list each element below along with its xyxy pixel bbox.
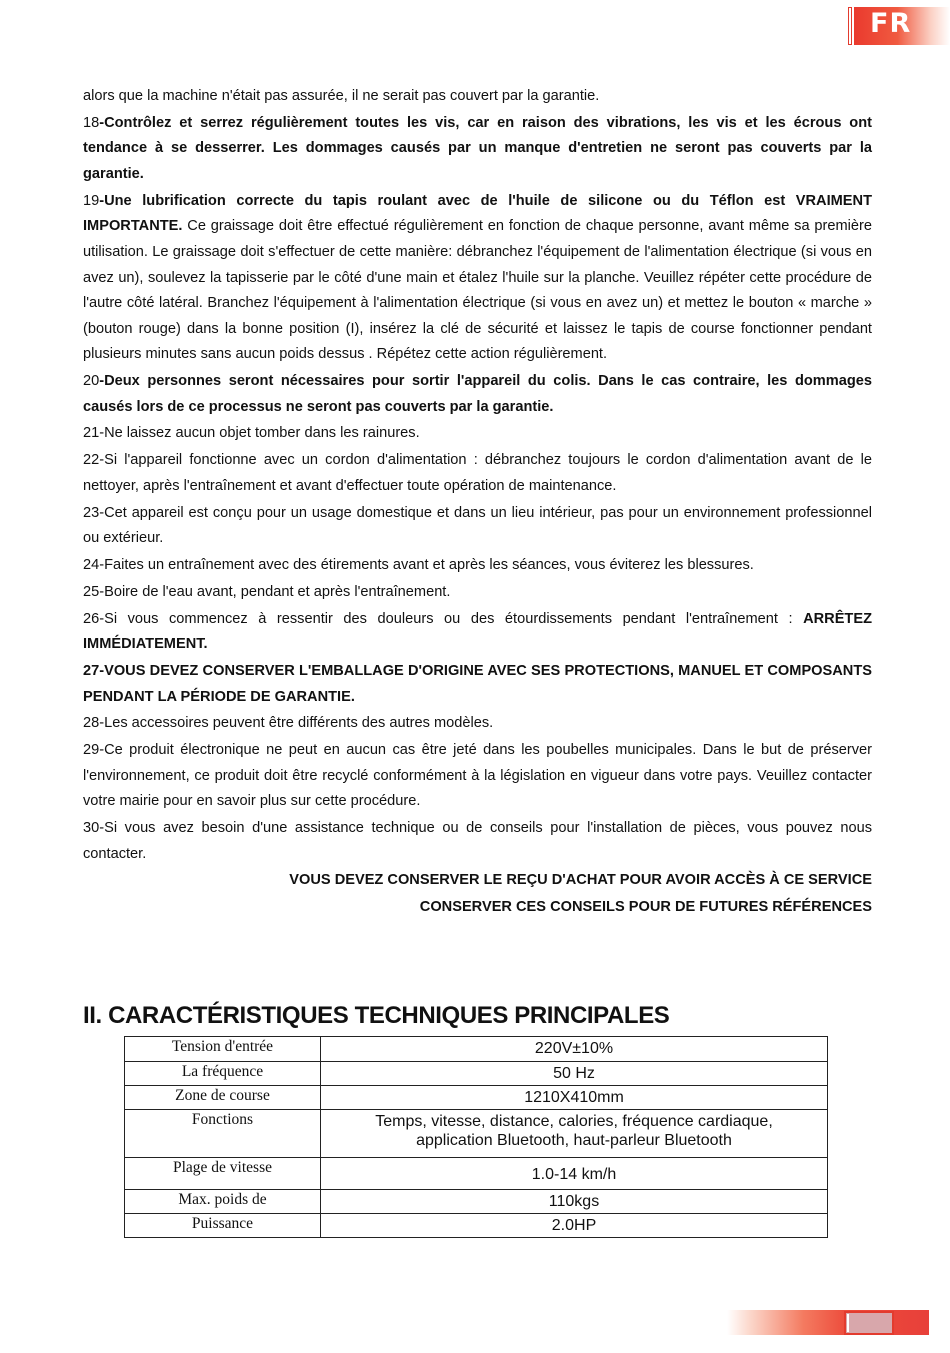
instruction-19: 19-Une lubrification correcte du tapis roulant avec de l'huile de silicone ou du Téflon est VRAIMENT IMPORTANTE. Ce graissage doit être effectué régulièrement en fonction de chaque personne, avant même sa première utilisation. Le graissage doit s'effectuer de cette manière: débranchez l'équipement de l'alimentation électrique (si vous en avez un), soulevez la tapisserie par le côté d'une main et étalez l'huile sur la planche. Veuillez répéter cette procédure de l'autre côté latéral. Branchez l'équipement à l'alimentation électrique (si vous en avez un) et mettez le bouton « marche » (bouton rouge) dans la bonne position (I), insérez la clé de sécurité et laissez le tapis de course fonctionner pendant plusieurs minutes sans aucun poids dessus . Répétez cette action régulièrement.: [83, 192, 872, 363]
page-number-box: [844, 1311, 894, 1335]
spec-value: 220V±10%: [321, 1037, 828, 1062]
section-title: II. CARACTÉRISTIQUES TECHNIQUES PRINCIPALES: [83, 1001, 670, 1029]
spec-label: La fréquence: [125, 1062, 321, 1086]
instruction-22: 22-Si l'appareil fonctionne avec un cordon d'alimentation : débranchez toujours le cordon d'alimentation avant de le nettoyer, après l'entraînement et avant d'effectuer toute opération de maintenance.: [83, 452, 872, 494]
table-row: [125, 1062, 828, 1086]
spec-value: 1.0-14 km/h: [321, 1158, 828, 1190]
badge-edge: [848, 7, 852, 45]
spec-value-line: application Bluetooth, haut-parleur Bluetooth: [416, 1132, 732, 1149]
instruction-30: 30-Si vous avez besoin d'une assistance technique ou de conseils pour l'installation de pièces, vous pouvez nous contacter.: [83, 820, 872, 862]
footer-decoration-bar: [727, 1310, 929, 1335]
instruction-23: 23-Cet appareil est conçu pour un usage domestique et dans un lieu intérieur, pas pour un environnement professionnel ou extérieur.: [83, 504, 872, 547]
specs-table: [124, 1036, 828, 1238]
language-label: FR: [870, 8, 912, 39]
spec-value: [321, 1110, 828, 1158]
spec-value: 1210X410mm: [321, 1086, 828, 1110]
instruction-26: 26-Si vous commencez à ressentir des douleurs ou des étourdissements pendant l'entraînement : ARRÊTEZ IMMÉDIATEMENT.: [83, 610, 872, 653]
spec-label: Max. poids de: [125, 1190, 321, 1214]
spec-value: 110kgs: [321, 1190, 828, 1214]
table-row: [125, 1037, 828, 1062]
instruction-25: 25-Boire de l'eau avant, pendant et après l'entraînement.: [83, 583, 451, 600]
receipt-note: VOUS DEVEZ CONSERVER LE REÇU D'ACHAT POUR AVOIR ACCÈS À CE SERVICE: [289, 872, 872, 889]
spec-label: Zone de course: [125, 1086, 321, 1110]
spec-label: Plage de vitesse: [125, 1158, 321, 1190]
instruction-20: 20-Deux personnes seront nécessaires pour sortir l'appareil du colis. Dans le cas contraire, les dommages causés lors de ce processus ne seront pas couverts par la garantie.: [83, 373, 872, 415]
spec-value: 50 Hz: [321, 1062, 828, 1086]
instruction-27: 27-VOUS DEVEZ CONSERVER L'EMBALLAGE D'ORIGINE AVEC SES PROTECTIONS, MANUEL ET COMPOSANTS PENDANT LA PÉRIODE DE GARANTIE.: [83, 662, 872, 705]
table-row: [125, 1190, 828, 1214]
spec-label: Tension d'entrée: [125, 1037, 321, 1062]
instruction-24: 24-Faites un entraînement avec des étirements avant et après les séances, vous éviterez les blessures.: [83, 557, 754, 573]
spec-label: Fonctions: [125, 1110, 321, 1158]
language-badge: [848, 7, 950, 45]
instruction-28: 28-Les accessoires peuvent être différents des autres modèles.: [83, 715, 494, 732]
paragraph-continuation: alors que la machine n'était pas assurée, il ne serait pas couvert par la garantie.: [83, 88, 600, 104]
keep-advice-note: CONSERVER CES CONSEILS POUR DE FUTURES RÉFÉRENCES: [419, 899, 872, 916]
instruction-21: 21-Ne laissez aucun objet tomber dans les rainures.: [83, 425, 420, 442]
table-row: [125, 1158, 828, 1190]
instruction-18: 18-Contrôlez et serrez régulièrement toutes les vis, car en raison des vibrations, les vis et les écrous ont tendance à se desserrer. Les dommages causés par un manque d'entretien ne seront pas couverts par la garantie.: [83, 114, 872, 182]
table-row: [125, 1086, 828, 1110]
table-row: [125, 1110, 828, 1158]
spec-value: 2.0HP: [321, 1214, 828, 1238]
spec-value-line: Temps, vitesse, distance, calories, fréquence cardiaque,: [375, 1113, 773, 1130]
spec-label: Puissance: [125, 1214, 321, 1238]
table-row: [125, 1214, 828, 1238]
safety-instructions: [83, 84, 872, 922]
instruction-29: 29-Ce produit électronique ne peut en aucun cas être jeté dans les poubelles municipales. Dans le but de préserver l'environnement, ce produit doit être recyclé conformément à la législation en vigueur dans votre pays. Veuillez contacter votre mairie pour en savoir plus sur cette procédure.: [83, 742, 872, 810]
